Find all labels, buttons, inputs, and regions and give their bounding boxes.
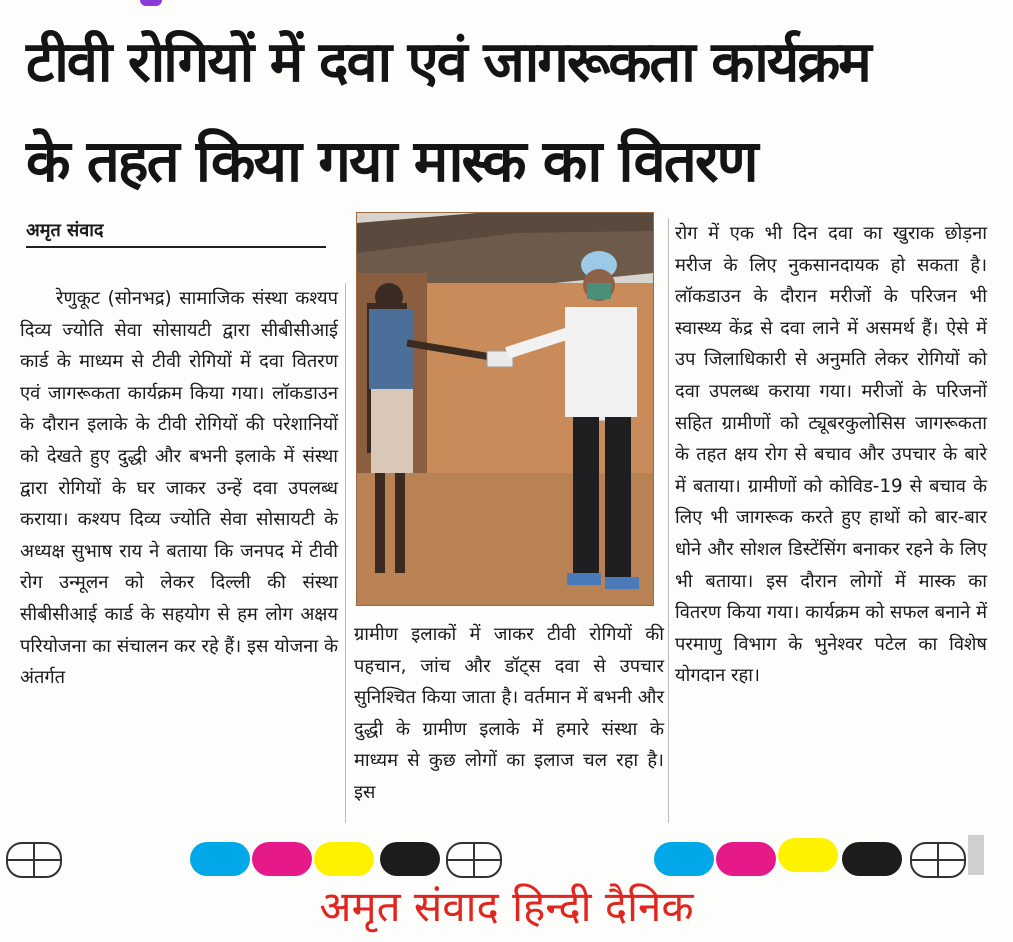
- yellow-swatch: [778, 838, 838, 872]
- edge-strip: [968, 835, 984, 875]
- article-column-2: ग्रामीण इलाकों में जाकर टीवी रोगियों की पहचान, जांच और डॉट्स दवा से उपचार सुनिश्चित किया जाता है। वर्तमान में बभनी और दुद्धी के ग्रामीण इलाके में हमारे संस्था के माध्यम से कुछ लोगों का इलाज चल रहा है। इस: [354, 624, 664, 803]
- article-column-3: रोग में एक भी दिन दवा का खुराक छोड़ना मरीज के लिए नुकसानदायक हो सकता है। लॉकडाउन के दौरान मरीजों के परिजन भी स्वास्थ्य केंद्र से दवा लाने में असमर्थ हैं। ऐसे में उप जिलाधिकारी से अनुमति लेकर रोगियों को दवा उपलब्ध कराया गया। मरीजों के परिजनों सहित ग्रामीणों को ट्यूबरकुलोसिस जागरूकता के तहत क्षय रोग से बचाव और उपचार के बारे में बताया। ग्रामीणों को कोविड-19 से बचाव के लिए भी जागरूक करते हुए हाथों को बार-बार धोने और सोशल डिस्टेंसिंग बनाकर रहने के लिए भी बताया। इस दौरान लोगों में मास्क का वितरण किया गया। कार्यक्रम को सफल बनाने में परमाणु विभाग के भुनेश्वर पटेल का विशेष योगदान रहा।: [675, 223, 987, 687]
- cyan-swatch: [190, 842, 250, 876]
- registration-mark: [910, 842, 966, 878]
- registration-mark: [6, 842, 62, 878]
- column-divider: [668, 218, 669, 823]
- black-swatch: [380, 842, 440, 876]
- black-swatch: [842, 842, 902, 876]
- magenta-swatch: [716, 842, 776, 876]
- registration-mark: [446, 842, 502, 878]
- cyan-swatch: [654, 842, 714, 876]
- newspaper-footer-title: अमृत संवाद हिन्दी दैनिक: [319, 882, 694, 931]
- headline-line-2: के तहत किया गया मास्क का वितरण: [26, 127, 757, 195]
- article-photo: [356, 212, 654, 606]
- column-divider: [345, 283, 346, 823]
- article-column-1: रेणुकूट (सोनभद्र) सामाजिक संस्था कश्यप दिव्य ज्योति सेवा सोसायटी द्वारा सीबीसीआई कार्ड के माध्यम से टीवी रोगियों में दवा वितरण एवं जागरूकता कार्यक्रम किया गया। लॉकडाउन के दौरान इलाके के टीवी रोगियों की परेशानियों को देखते हुए दुद्धी और बभनी इलाके में संस्था द्वारा रोगियों के घर जाकर उन्हें दवा उपलब्ध कराया। कश्यप दिव्य ज्योति सेवा सोसायटी के अध्यक्ष सुभाष राय ने बताया कि जनपद में टीवी रोग उन्मूलन को लेकर दिल्ली की संस्था सीबीसीआई कार्ड के सहयोग से हम लोग अक्षय परियोजना का संचालन कर रहे हैं। इस योजना के अंतर्गत: [20, 288, 338, 689]
- photo-illustration: [357, 213, 653, 605]
- byline: अमृत संवाद: [26, 216, 326, 248]
- magenta-swatch: [252, 842, 312, 876]
- headline-line-1: टीवी रोगियों में दवा एवं जागरूकता कार्यक्रम: [26, 30, 870, 95]
- yellow-swatch: [314, 842, 374, 876]
- scrap-mark: [140, 0, 162, 6]
